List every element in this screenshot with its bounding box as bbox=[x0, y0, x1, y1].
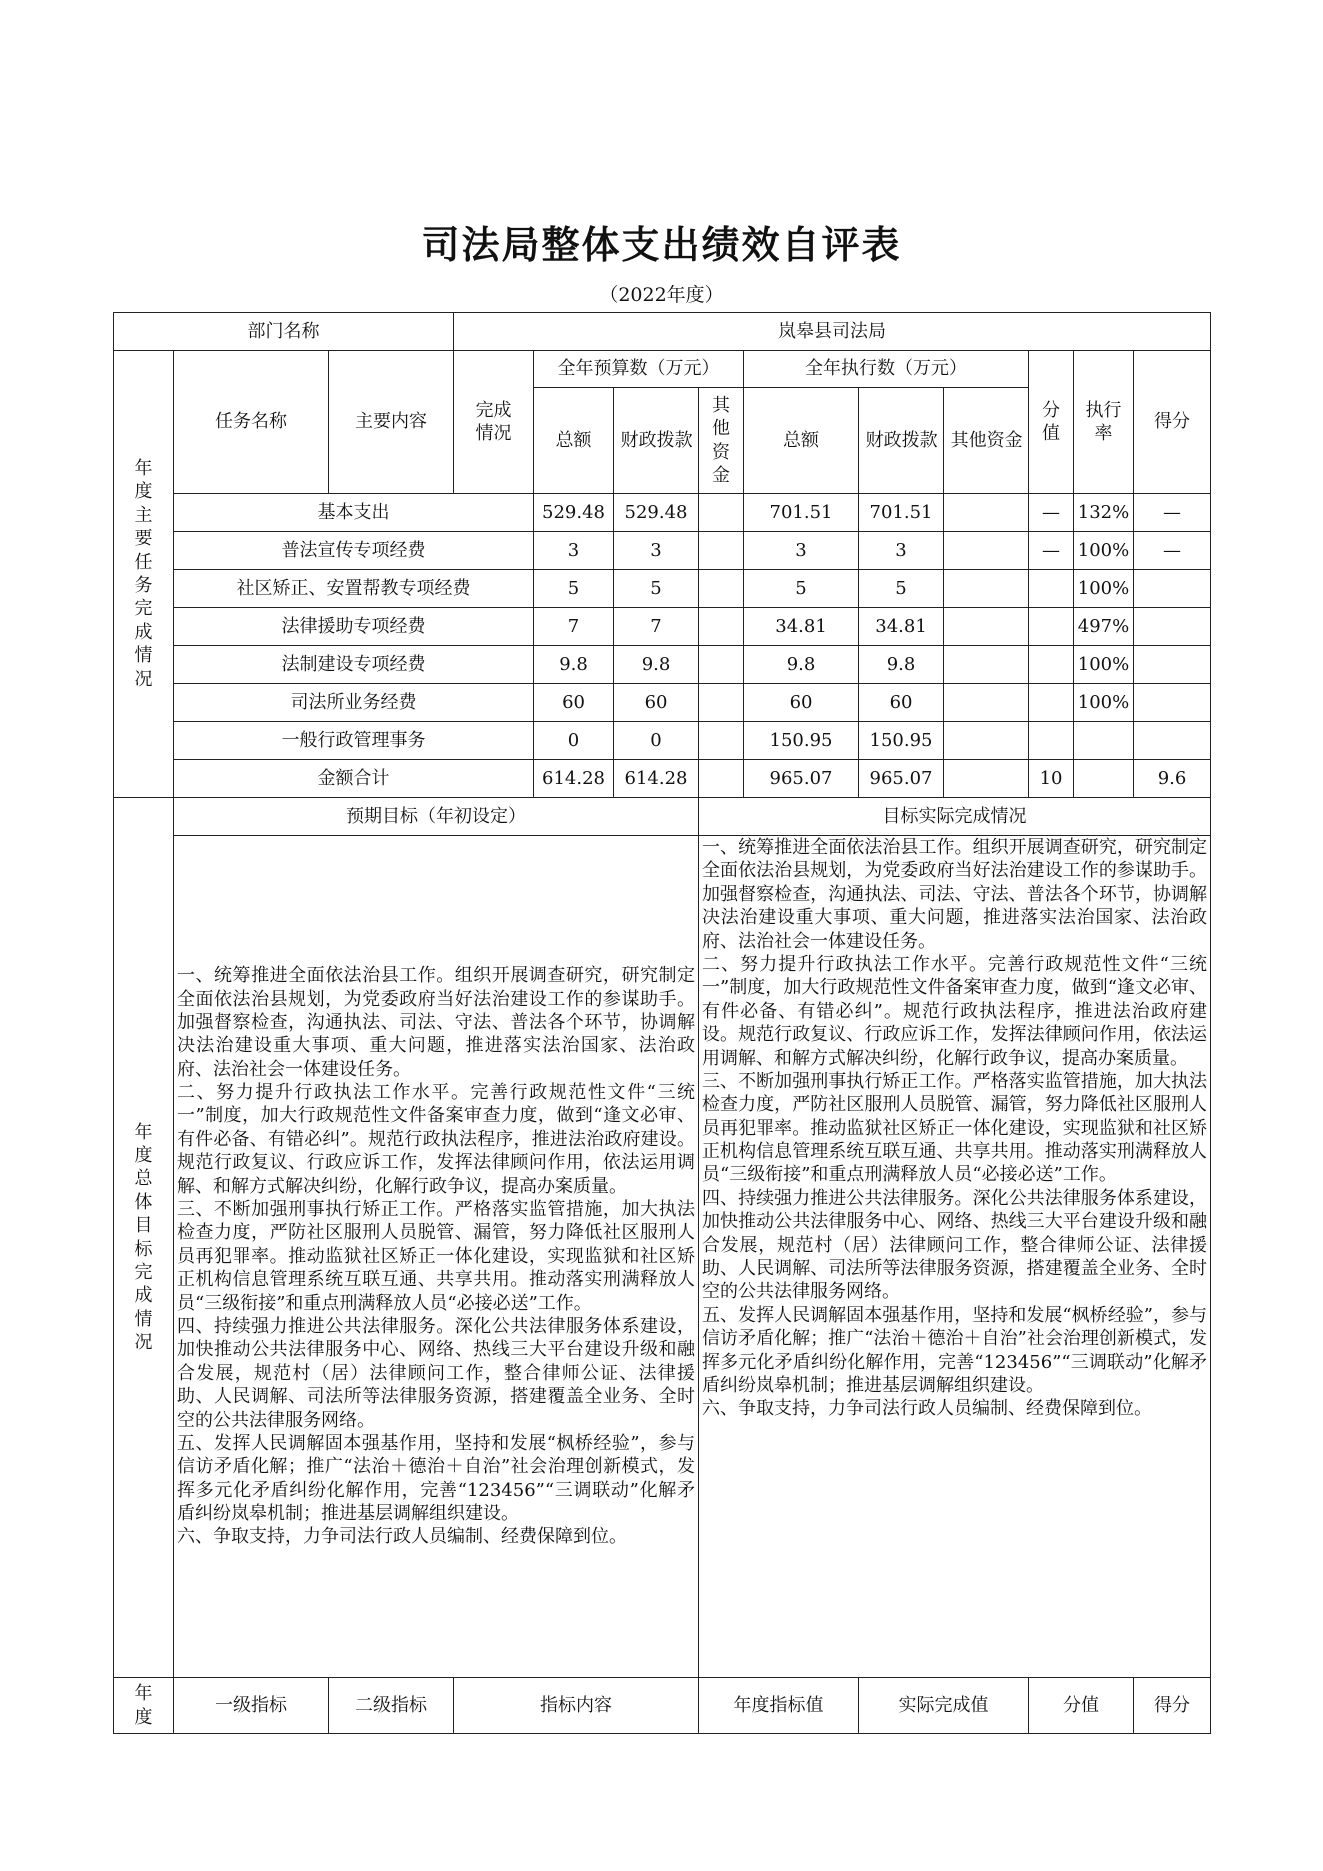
table-row bbox=[114, 722, 1211, 760]
row-name: 法律援助专项经费 bbox=[174, 608, 534, 646]
row-exec-other bbox=[944, 608, 1029, 646]
expected-goal-6: 六、争取支持，力争司法行政人员编制、经费保障到位。 bbox=[177, 1526, 627, 1548]
row-score bbox=[1134, 722, 1211, 760]
header-level2-indicator: 二级指标 bbox=[329, 1678, 454, 1734]
section2-header-row bbox=[114, 798, 1211, 836]
row-exec-total: 965.07 bbox=[744, 760, 859, 798]
row-exec-other bbox=[944, 646, 1029, 684]
row-exec-other bbox=[944, 722, 1029, 760]
header-budget-group: 全年预算数（万元） bbox=[534, 351, 744, 388]
row-score-value: — bbox=[1029, 494, 1074, 532]
header-level1-indicator: 一级指标 bbox=[174, 1678, 329, 1734]
row-exec-fiscal: 34.81 bbox=[859, 608, 944, 646]
row-budget-total: 9.8 bbox=[534, 646, 614, 684]
row-exec-total: 5 bbox=[744, 570, 859, 608]
header-exec-total: 总额 bbox=[744, 388, 859, 494]
table-row bbox=[114, 494, 1211, 532]
row-exec-rate: 100% bbox=[1074, 532, 1134, 570]
row-score: 9.6 bbox=[1134, 760, 1211, 798]
performance-table bbox=[113, 312, 1211, 1734]
row-exec-other bbox=[944, 494, 1029, 532]
page-title: 司法局整体支出绩效自评表 bbox=[421, 223, 902, 267]
actual-item-5: 五、发挥人民调解固本强基作用，坚持和发展“枫桥经验”，参与信访矛盾化解；推广“法治＋德治＋自治”社会治理创新模式，发挥多元化矛盾纠纷化解作用，完善“123456”“三调联动”化解矛盾纠纷岚皋机制；推进基层调解组织建设。 bbox=[702, 1304, 1208, 1396]
actual-item-6: 六、争取支持，力争司法行政人员编制、经费保障到位。 bbox=[702, 1398, 1153, 1420]
row-exec-fiscal: 3 bbox=[859, 532, 944, 570]
row-budget-other bbox=[699, 722, 744, 760]
row-exec-rate: 100% bbox=[1074, 684, 1134, 722]
header-indicator-score: 得分 bbox=[1134, 1678, 1211, 1734]
table-row bbox=[114, 532, 1211, 570]
row-budget-other bbox=[699, 760, 744, 798]
row-exec-total: 60 bbox=[744, 684, 859, 722]
row-budget-fiscal: 5 bbox=[614, 570, 699, 608]
row-exec-fiscal: 965.07 bbox=[859, 760, 944, 798]
row-score bbox=[1134, 570, 1211, 608]
row-budget-fiscal: 0 bbox=[614, 722, 699, 760]
header-budget-total: 总额 bbox=[534, 388, 614, 494]
row-score-value bbox=[1029, 684, 1074, 722]
row-score-value bbox=[1029, 608, 1074, 646]
header-exec-other: 其他资金 bbox=[944, 388, 1029, 494]
row-budget-other bbox=[699, 570, 744, 608]
header-task-name: 任务名称 bbox=[174, 351, 329, 494]
row-budget-other bbox=[699, 684, 744, 722]
section1-header-row-1 bbox=[114, 351, 1211, 388]
row-budget-other bbox=[699, 646, 744, 684]
expected-goal-1: 一、统筹推进全面依法治县工作。组织开展调查研究，研究制定全面依法治县规划，为党委政府当好法治建设工作的参谋助手。加强督察检查，沟通执法、司法、守法、普法各个环节，协调解决法治建设重大事项、重大问题，推进落实法治国家、法治政府、法治社会一体建设任务。 bbox=[177, 965, 696, 1080]
row-exec-other bbox=[944, 532, 1029, 570]
row-exec-rate: 132% bbox=[1074, 494, 1134, 532]
header-score-value: 分值 bbox=[1029, 351, 1074, 494]
actual-item-3: 三、不断加强刑事执行矫正工作。严格落实监管措施，加大执法检查力度，严防社区服刑人员脱管、漏管，努力降低社区服刑人员再犯罪率。推动监狱社区矫正一体化建设，实现监狱和社区矫正机构信息管理系统互联互通、共享共用。推动落实刑满释放人员“三级衔接”和重点刑满释放人员“必接必送”工作。 bbox=[702, 1070, 1208, 1186]
header-budget-fiscal: 财政拨款 bbox=[614, 388, 699, 494]
header-main-content: 主要内容 bbox=[329, 351, 454, 494]
expected-goal-5: 五、发挥人民调解固本强基作用，坚持和发展“枫桥经验”，参与信访矛盾化解；推广“法治＋德治＋自治”社会治理创新模式，发挥多元化矛盾纠纷化解作用，完善“123456”“三调联动”化解矛盾纠纷岚皋机制；推进基层调解组织建设。 bbox=[177, 1432, 696, 1525]
actual-item-4: 四、持续强力推进公共法律服务。深化公共法律服务体系建设，加快推动公共法律服务中心、网络、热线三大平台建设升级和融合发展，规范村（居）法律顾问工作，整合律师公证、法律援助、人民调解、司法所等法律服务资源，搭建覆盖全业务、全时空的公共法律服务网络。 bbox=[702, 1187, 1208, 1303]
row-name: 基本支出 bbox=[174, 494, 534, 532]
header-exec-fiscal: 财政拨款 bbox=[859, 388, 944, 494]
row-budget-fiscal: 614.28 bbox=[614, 760, 699, 798]
row-name: 司法所业务经费 bbox=[174, 684, 534, 722]
table-row bbox=[114, 684, 1211, 722]
header-indicator-score-value: 分值 bbox=[1029, 1678, 1134, 1734]
row-budget-fiscal: 529.48 bbox=[614, 494, 699, 532]
row-score: — bbox=[1134, 494, 1211, 532]
header-annual-target: 年度指标值 bbox=[699, 1678, 859, 1734]
row-exec-fiscal: 5 bbox=[859, 570, 944, 608]
row-budget-fiscal: 7 bbox=[614, 608, 699, 646]
dept-row bbox=[114, 313, 1211, 351]
section2-side-label: 年度总体目标完成情况 bbox=[114, 798, 174, 1678]
row-exec-other bbox=[944, 570, 1029, 608]
row-exec-fiscal: 150.95 bbox=[859, 722, 944, 760]
header-completion: 完成情况 bbox=[454, 351, 534, 494]
header-exec-rate: 执行率 bbox=[1074, 351, 1134, 494]
row-exec-rate: 100% bbox=[1074, 646, 1134, 684]
row-exec-fiscal: 9.8 bbox=[859, 646, 944, 684]
row-budget-total: 7 bbox=[534, 608, 614, 646]
expected-goals bbox=[174, 836, 699, 1678]
row-budget-total: 529.48 bbox=[534, 494, 614, 532]
row-name: 社区矫正、安置帮教专项经费 bbox=[174, 570, 534, 608]
row-exec-rate: 100% bbox=[1074, 570, 1134, 608]
row-score bbox=[1134, 684, 1211, 722]
header-score: 得分 bbox=[1134, 351, 1211, 494]
row-budget-other bbox=[699, 532, 744, 570]
row-score-value bbox=[1029, 570, 1074, 608]
row-exec-rate bbox=[1074, 760, 1134, 798]
row-exec-total: 3 bbox=[744, 532, 859, 570]
row-exec-rate bbox=[1074, 722, 1134, 760]
expected-goal-3: 三、不断加强刑事执行矫正工作。严格落实监管措施，加大执法检查力度，严防社区服刑人员脱管、漏管，努力降低社区服刑人员再犯罪率。推动监狱社区矫正一体化建设，实现监狱和社区矫正机构信息管理系统互联互通、共享共用。推动落实刑满释放人员“三级衔接”和重点刑满释放人员“必接必送”工作。 bbox=[177, 1199, 696, 1314]
row-budget-total: 614.28 bbox=[534, 760, 614, 798]
header-indicator-content: 指标内容 bbox=[454, 1678, 699, 1734]
row-name: 金额合计 bbox=[174, 760, 534, 798]
header-budget-other: 其他资金 bbox=[699, 388, 744, 494]
row-budget-total: 5 bbox=[534, 570, 614, 608]
row-exec-total: 9.8 bbox=[744, 646, 859, 684]
row-score-value bbox=[1029, 722, 1074, 760]
row-budget-total: 3 bbox=[534, 532, 614, 570]
table-row bbox=[114, 646, 1211, 684]
actual-header: 目标实际完成情况 bbox=[699, 798, 1211, 836]
row-exec-other bbox=[944, 760, 1029, 798]
actual-item-2: 二、努力提升行政执法工作水平。完善行政规范性文件“三统一”制度，加大行政规范性文件备案审查力度，做到“逢文必审、有件必备、有错必纠”。规范行政执法程序，推进法治政府建设。规范行政复议、行政应诉工作，发挥法律顾问作用，依法运用调解、和解方式解决纠纷，化解行政争议，提高办案质量。 bbox=[702, 953, 1208, 1069]
row-exec-total: 150.95 bbox=[744, 722, 859, 760]
dept-label: 部门名称 bbox=[114, 313, 454, 351]
section2-content-row bbox=[114, 836, 1211, 1678]
row-exec-fiscal: 701.51 bbox=[859, 494, 944, 532]
row-exec-total: 701.51 bbox=[744, 494, 859, 532]
row-score: — bbox=[1134, 532, 1211, 570]
row-exec-other bbox=[944, 684, 1029, 722]
section3-header-row bbox=[114, 1678, 1211, 1734]
row-budget-total: 0 bbox=[534, 722, 614, 760]
header-actual-value: 实际完成值 bbox=[859, 1678, 1029, 1734]
row-name: 法制建设专项经费 bbox=[174, 646, 534, 684]
row-exec-total: 34.81 bbox=[744, 608, 859, 646]
row-score-value: — bbox=[1029, 532, 1074, 570]
row-budget-fiscal: 60 bbox=[614, 684, 699, 722]
row-exec-rate: 497% bbox=[1074, 608, 1134, 646]
row-exec-fiscal: 60 bbox=[859, 684, 944, 722]
table-row bbox=[114, 570, 1211, 608]
row-budget-other bbox=[699, 494, 744, 532]
row-score bbox=[1134, 646, 1211, 684]
table-row bbox=[114, 608, 1211, 646]
dept-value: 岚皋县司法局 bbox=[454, 313, 1211, 351]
row-budget-fiscal: 9.8 bbox=[614, 646, 699, 684]
actual-completion bbox=[699, 836, 1211, 1678]
row-name: 普法宣传专项经费 bbox=[174, 532, 534, 570]
row-score-value bbox=[1029, 646, 1074, 684]
page-subtitle: （2022年度） bbox=[599, 284, 724, 306]
section3-side-label: 年度 bbox=[114, 1678, 174, 1734]
total-row bbox=[114, 760, 1211, 798]
section1-side-label: 年度主要任务完成情况 bbox=[114, 351, 174, 798]
row-name: 一般行政管理事务 bbox=[174, 722, 534, 760]
row-score-value: 10 bbox=[1029, 760, 1074, 798]
actual-item-1: 一、统筹推进全面依法治县工作。组织开展调查研究，研究制定全面依法治县规划，为党委政府当好法治建设工作的参谋助手。加强督察检查，沟通执法、司法、守法、普法各个环节，协调解决法治建设重大事项、重大问题，推进落实法治国家、法治政府、法治社会一体建设任务。 bbox=[702, 837, 1208, 952]
expected-goal-2: 二、努力提升行政执法工作水平。完善行政规范性文件“三统一”制度，加大行政规范性文件备案审查力度，做到“逢文必审、有件必备、有错必纠”。规范行政执法程序，推进法治政府建设。规范行政复议、行政应诉工作，发挥法律顾问作用，依法运用调解、和解方式解决纠纷，化解行政争议，提高办案质量。 bbox=[177, 1082, 696, 1197]
row-budget-other bbox=[699, 608, 744, 646]
expected-goal-4: 四、持续强力推进公共法律服务。深化公共法律服务体系建设，加快推动公共法律服务中心、网络、热线三大平台建设升级和融合发展，规范村（居）法律顾问工作，整合律师公证、法律援助、人民调解、司法所等法律服务资源，搭建覆盖全业务、全时空的公共法律服务网络。 bbox=[177, 1315, 696, 1431]
expected-header: 预期目标（年初设定） bbox=[174, 798, 699, 836]
row-score bbox=[1134, 608, 1211, 646]
row-budget-total: 60 bbox=[534, 684, 614, 722]
header-exec-group: 全年执行数（万元） bbox=[744, 351, 1029, 388]
row-budget-fiscal: 3 bbox=[614, 532, 699, 570]
